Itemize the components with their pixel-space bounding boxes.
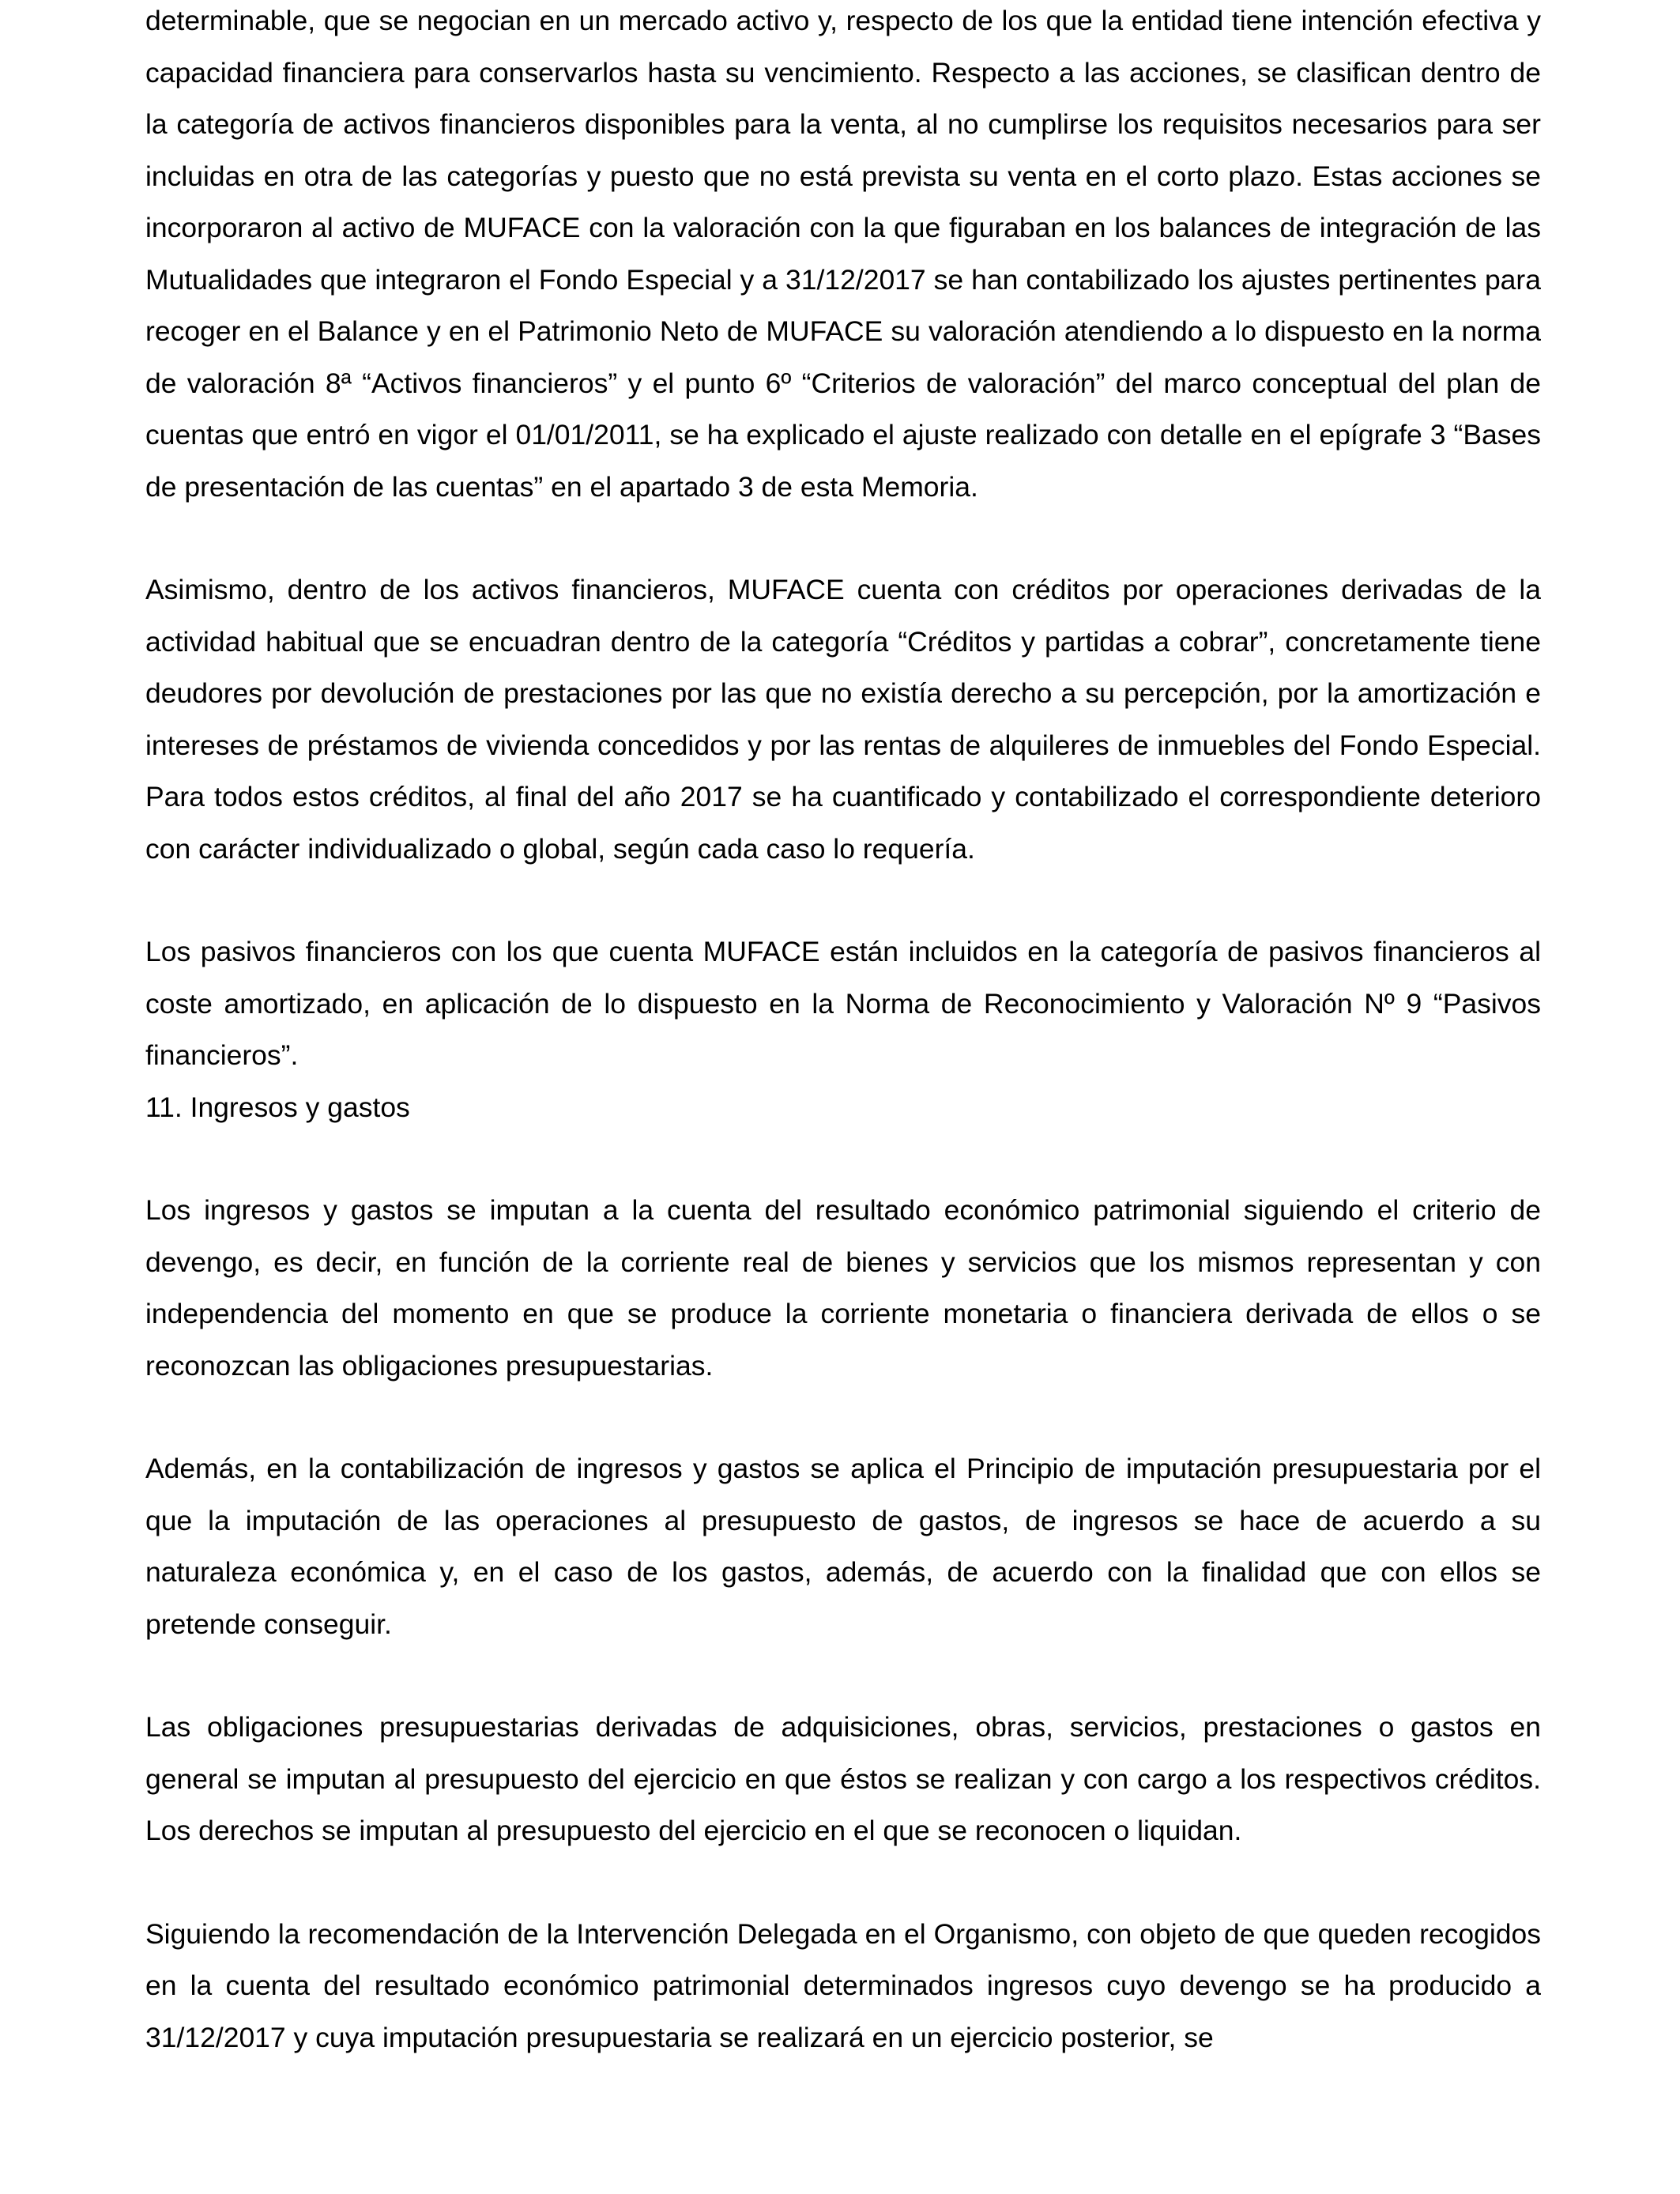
- paragraph-budget-imputation: Además, en la contabilización de ingresos y gastos se aplica el Principio de imputación presupuestaria por el que la imputación de las operaciones al presupuesto de gastos, de ingresos se hace de acuerdo a su naturaleza económica y, en el caso de los gastos, además, de acuerdo con la finalidad que con ellos se pretende conseguir.: [145, 1453, 1541, 1640]
- paragraph-accrual-criterion: Los ingresos y gastos se imputan a la cuenta del resultado económico patrimonial siguiendo el criterio de devengo, es decir, en función de la corriente real de bienes y servicios que los mismos representan y con independencia del momento en que se produce la corriente monetaria o financiera derivada de ellos o se reconozcan las obligaciones presupuestarias.: [145, 1194, 1541, 1382]
- paragraph-intervention-recommendation: Siguiendo la recomendación de la Intervención Delegada en el Organismo, con objeto de que queden recogidos en la cuenta del resultado económico patrimonial determinados ingresos cuyo devengo se ha producido a 31/12/2017 y cuya imputación presupuestaria se realizará en un ejercicio posterior, se: [145, 1917, 1541, 2053]
- document-body: [145, 0, 1541, 2064]
- section-heading: 11. Ingresos y gastos: [145, 1091, 410, 1123]
- paragraph-financial-liabilities: Los pasivos financieros con los que cuenta MUFACE están incluidos en la categoría de pasivos financieros al coste amortizado, en aplicación de lo dispuesto en la Norma de Reconocimiento y Valoración Nº 9 “Pasivos financieros”.: [145, 936, 1541, 1071]
- paragraph-financial-assets-classification: determinable, que se negocian en un mercado activo y, respecto de los que la entidad tiene intención efectiva y capacidad financiera para conservarlos hasta su vencimiento. Respecto a las acciones, se clasifican dentro de la categoría de activos financieros disponibles para la venta, al no cumplirse los requisitos necesarios para ser incluidas en otra de las categorías y puesto que no está prevista su venta en el corto plazo. Estas acciones se incorporaron al activo de MUFACE con la valoración con la que figuraban en los balances de integración de las Mutualidades que integraron el Fondo Especial y a 31/12/2017 se han contabilizado los ajustes pertinentes para recoger en el Balance y en el Patrimonio Neto de MUFACE su valoración atendiendo a lo dispuesto en la norma de valoración 8ª “Activos financieros” y el punto 6º “Criterios de valoración” del marco conceptual del plan de cuentas que entró en vigor el 01/01/2011, se ha explicado el ajuste realizado con detalle en el epígrafe 3 “Bases de presentación de las cuentas” en el apartado 3 de esta Memoria.: [145, 5, 1541, 503]
- paragraph-credits-receivables: Asimismo, dentro de los activos financieros, MUFACE cuenta con créditos por operaciones derivadas de la actividad habitual que se encuadran dentro de la categoría “Créditos y partidas a cobrar”, concretamente tiene deudores por devolución de prestaciones por las que no existía derecho a su percepción, por la amortización e intereses de préstamos de vivienda concedidos y por las rentas de alquileres de inmuebles del Fondo Especial. Para todos estos créditos, al final del año 2017 se ha cuantificado y contabilizado el correspondiente deterioro con carácter individualizado o global, según cada caso lo requería.: [145, 574, 1541, 865]
- paragraph-budget-obligations: Las obligaciones presupuestarias derivadas de adquisiciones, obras, servicios, prestaciones o gastos en general se imputan al presupuesto del ejercicio en que éstos se realizan y con cargo a los respectivos créditos. Los derechos se imputan al presupuesto del ejercicio en el que se reconocen o liquidan.: [145, 1711, 1541, 1846]
